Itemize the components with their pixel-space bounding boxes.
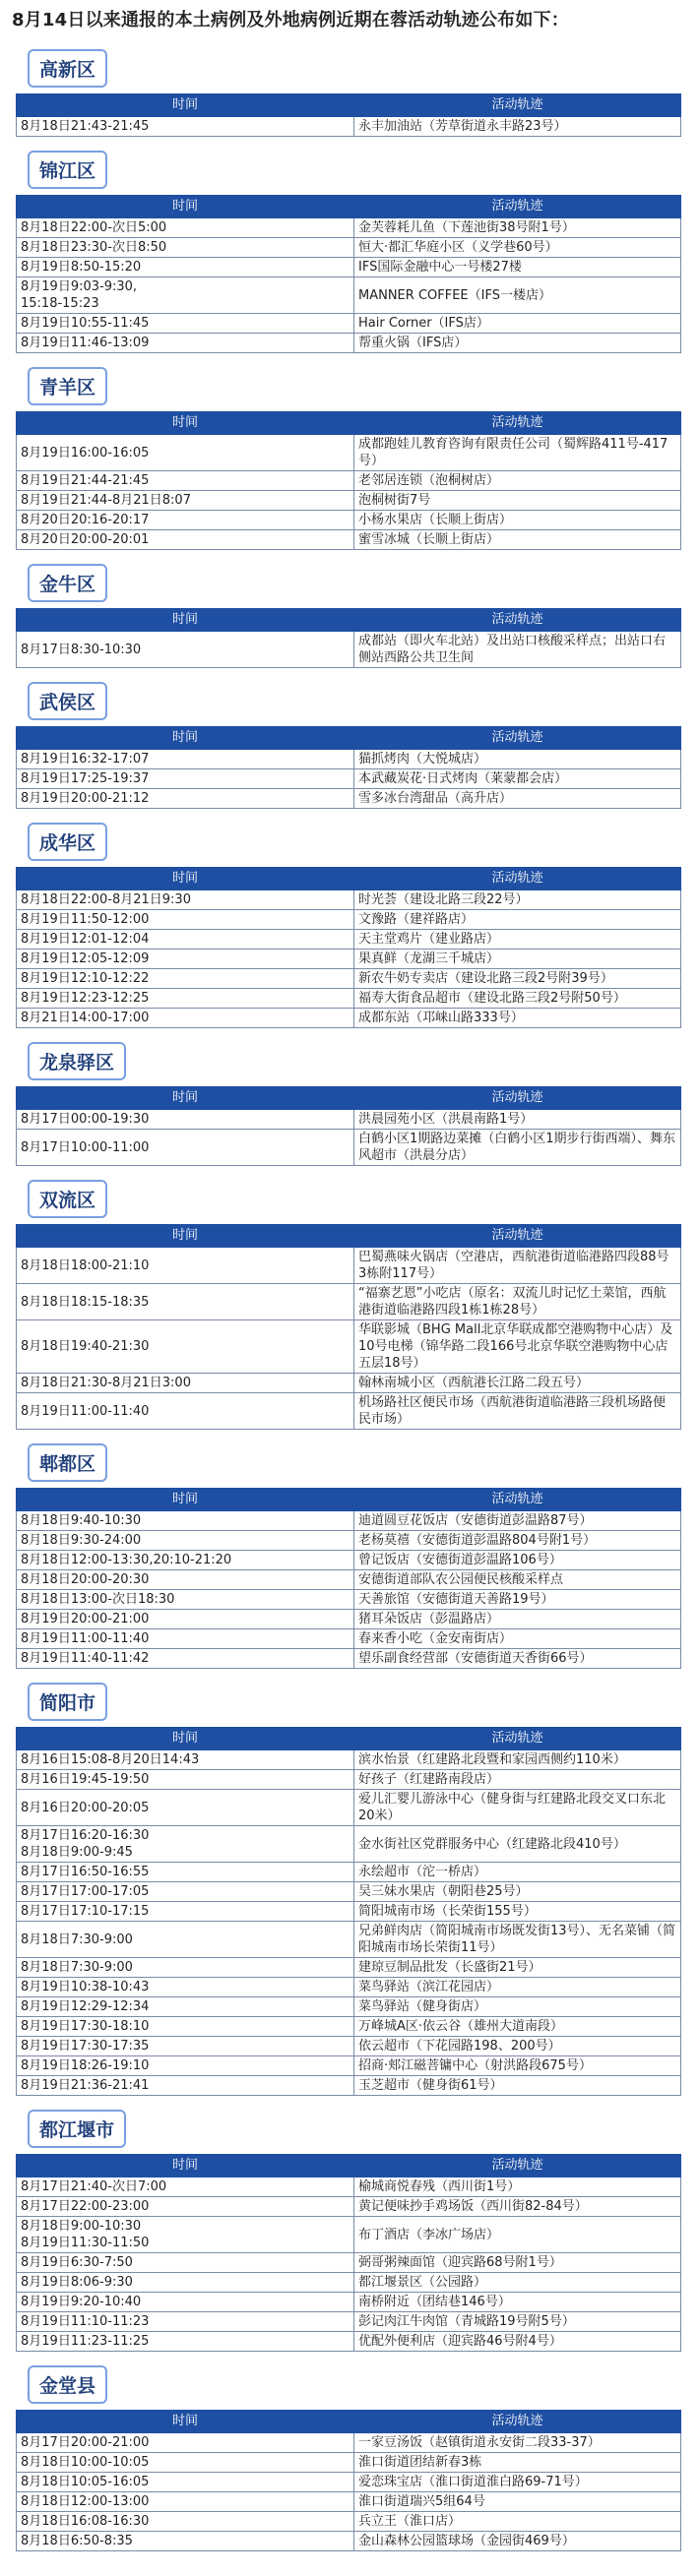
time-cell: 8月19日17:30-17:35: [17, 2037, 354, 2056]
time-cell: 8月19日17:25-19:37: [17, 769, 354, 789]
table-row: [17, 511, 681, 530]
time-cell: 8月19日12:10-12:22: [17, 969, 354, 989]
time-cell: 8月17日00:00-19:30: [17, 1110, 354, 1130]
time-cell: 8月17日8:30-10:30: [17, 632, 354, 668]
time-cell: 8月18日16:08-16:30: [17, 2512, 354, 2532]
district-section: [16, 2096, 681, 2352]
table-row: [17, 1902, 681, 1922]
track-cell: 雪多冰台湾甜品（高升店）: [354, 789, 681, 809]
table-row: [17, 334, 681, 353]
district-section: [16, 1430, 681, 1669]
track-cell: 老杨莫禧（安德街道彭温路804号附1号）: [354, 1531, 681, 1551]
column-header-time: 时间: [17, 94, 354, 117]
time-cell: 8月19日17:30-18:10: [17, 2017, 354, 2037]
column-header-track: 活动轨迹: [354, 94, 681, 117]
track-cell: 永丰加油站（芳草街道永丰路23号）: [354, 117, 681, 137]
table-row: [17, 1610, 681, 1629]
track-cell: 时光荟（建设北路三段22号）: [354, 890, 681, 910]
time-cell: 8月17日20:00-21:00: [17, 2433, 354, 2453]
time-cell: 8月18日9:40-10:30: [17, 1511, 354, 1531]
time-cell: 8月19日9:03-9:30, 15:18-15:23: [17, 277, 354, 314]
track-cell: 榆城商悦春残（西川街1号）: [354, 2177, 681, 2197]
track-cell: 淮口街道瑞兴5组64号: [354, 2492, 681, 2512]
track-table: [16, 1727, 681, 2096]
time-cell: 8月18日12:00-13:30,20:10-21:20: [17, 1551, 354, 1570]
table-row: [17, 491, 681, 511]
column-header-track: 活动轨迹: [354, 868, 681, 890]
track-table: [16, 726, 681, 809]
district-label: 都江堰市: [28, 2110, 126, 2148]
track-cell: 金山森林公园篮球场（金园街469号）: [354, 2532, 681, 2551]
time-cell: 8月17日17:10-17:15: [17, 1902, 354, 1922]
track-table: [16, 608, 681, 668]
time-cell: 8月19日16:32-17:07: [17, 750, 354, 769]
table-row: [17, 1629, 681, 1649]
track-cell: “福寨艺恩”小吃店（原名：双流儿时记忆土菜馆，西航港街道临港路四段1栋1栋28号）: [354, 1284, 681, 1320]
track-cell: 猪耳朵饭店（彭温路店）: [354, 1610, 681, 1629]
district-label: 郫都区: [28, 1443, 107, 1482]
district-section: [16, 668, 681, 809]
time-cell: 8月19日10:38-10:43: [17, 1978, 354, 1997]
time-cell: 8月20日20:16-20:17: [17, 511, 354, 530]
track-cell: 老邻居连锁（泡桐树店）: [354, 471, 681, 491]
table-row: [17, 277, 681, 314]
time-cell: 8月19日12:01-12:04: [17, 930, 354, 950]
track-cell: 泡桐树街7号: [354, 491, 681, 511]
table-row: [17, 989, 681, 1009]
track-cell: 滨水怡景（红建路北段暨和家园西侧约110米）: [354, 1750, 681, 1770]
table-row: [17, 1009, 681, 1028]
time-cell: 8月19日21:36-21:41: [17, 2076, 354, 2096]
time-cell: 8月19日12:29-12:34: [17, 1997, 354, 2017]
table-row: [17, 1570, 681, 1590]
table-row: [17, 2056, 681, 2076]
time-cell: 8月17日21:40-次日7:00: [17, 2177, 354, 2197]
table-row: [17, 2293, 681, 2312]
column-header-time: 时间: [17, 2155, 354, 2177]
time-cell: 8月19日8:06-9:30: [17, 2273, 354, 2293]
track-cell: 成都跑娃儿教育咨询有限责任公司（蜀辉路411号-417号）: [354, 435, 681, 471]
time-cell: 8月19日11:50-12:00: [17, 910, 354, 930]
track-cell: 淮口街道团结新春3栋: [354, 2453, 681, 2473]
track-table: [16, 1086, 681, 1166]
table-row: [17, 1284, 681, 1320]
track-cell: 安德街道部队农公园便民核酸采样点: [354, 1570, 681, 1590]
table-row: [17, 2273, 681, 2293]
track-table: [16, 411, 681, 550]
track-cell: 布丁酒店（李冰广场店）: [354, 2217, 681, 2253]
track-cell: 成都东站（邛崃山路333号）: [354, 1009, 681, 1028]
column-header-time: 时间: [17, 1728, 354, 1750]
table-row: [17, 1882, 681, 1902]
table-row: [17, 2332, 681, 2352]
column-header-track: 活动轨迹: [354, 609, 681, 632]
table-row: [17, 2253, 681, 2273]
district-section: [16, 35, 681, 137]
district-label: 成华区: [28, 823, 107, 861]
table-row: [17, 435, 681, 471]
track-cell: 爱恋珠宝店（淮口街道淮白路69-71号）: [354, 2473, 681, 2492]
district-list: [0, 35, 700, 2551]
track-cell: 兵立王（淮口店）: [354, 2512, 681, 2532]
track-cell: 金芙蓉耗儿鱼（下莲池街38号附1号）: [354, 218, 681, 238]
table-row: [17, 910, 681, 930]
table-row: [17, 1511, 681, 1531]
time-cell: 8月19日11:40-11:42: [17, 1649, 354, 1669]
table-row: [17, 890, 681, 910]
district-section: [16, 1166, 681, 1430]
track-cell: Hair Corner（IFS店）: [354, 314, 681, 334]
column-header-time: 时间: [17, 727, 354, 750]
track-cell: 春来香小吃（金安南街店）: [354, 1629, 681, 1649]
track-cell: 优配外便利店（迎宾路46号附4号）: [354, 2332, 681, 2352]
time-cell: 8月19日11:23-11:25: [17, 2332, 354, 2352]
track-cell: 本武藏炭花·日式烤肉（莱蒙都会店）: [354, 769, 681, 789]
column-header-track: 活动轨迹: [354, 2411, 681, 2433]
table-row: [17, 2177, 681, 2197]
time-cell: 8月19日12:23-12:25: [17, 989, 354, 1009]
table-row: [17, 1958, 681, 1978]
column-header-track: 活动轨迹: [354, 196, 681, 218]
column-header-track: 活动轨迹: [354, 412, 681, 435]
track-cell: 福寿大街食品超市（建设北路三段2号附50号）: [354, 989, 681, 1009]
column-header-track: 活动轨迹: [354, 1087, 681, 1110]
track-cell: 天善旅馆（安德街道天善路19号）: [354, 1590, 681, 1610]
track-cell: 巴蜀燕味火锅店（空港店，西航港街道临港路四段88号3栋附117号）: [354, 1248, 681, 1284]
table-row: [17, 218, 681, 238]
track-cell: 兄弟鲜肉店（简阳城南市场既发街13号）、无名菜铺（简阳城南市场长荣街11号）: [354, 1922, 681, 1958]
time-cell: 8月18日12:00-13:00: [17, 2492, 354, 2512]
time-cell: 8月16日19:45-19:50: [17, 1770, 354, 1790]
time-cell: 8月19日11:46-13:09: [17, 334, 354, 353]
table-row: [17, 2453, 681, 2473]
column-header-track: 活动轨迹: [354, 1728, 681, 1750]
table-row: [17, 2197, 681, 2217]
table-row: [17, 1590, 681, 1610]
track-cell: 吴三妹水果店（朝阳巷25号）: [354, 1882, 681, 1902]
table-row: [17, 2217, 681, 2253]
track-cell: 南桥附近（团结巷146号）: [354, 2293, 681, 2312]
time-cell: 8月18日9:00-10:30 8月19日11:30-11:50: [17, 2217, 354, 2253]
district-label: 锦江区: [28, 151, 107, 189]
district-label: 龙泉驿区: [28, 1042, 126, 1080]
district-label: 金牛区: [28, 564, 107, 602]
time-cell: 8月16日20:00-20:05: [17, 1790, 354, 1826]
column-header-time: 时间: [17, 1225, 354, 1248]
time-cell: 8月18日20:00-20:30: [17, 1570, 354, 1590]
time-cell: 8月19日11:10-11:23: [17, 2312, 354, 2332]
time-cell: 8月20日20:00-20:01: [17, 530, 354, 550]
track-cell: 蜜雪冰城（长顺上街店）: [354, 530, 681, 550]
table-row: [17, 750, 681, 769]
track-cell: 曾记饭店（安德街道彭温路106号）: [354, 1551, 681, 1570]
table-row: [17, 2433, 681, 2453]
time-cell: 8月19日16:00-16:05: [17, 435, 354, 471]
track-table: [16, 1224, 681, 1430]
track-table: [16, 2154, 681, 2352]
table-row: [17, 314, 681, 334]
table-row: [17, 471, 681, 491]
track-cell: 好孩子（红建路南段店）: [354, 1770, 681, 1790]
table-row: [17, 2512, 681, 2532]
table-row: [17, 632, 681, 668]
table-row: [17, 2312, 681, 2332]
time-cell: 8月19日11:00-11:40: [17, 1629, 354, 1649]
table-row: [17, 1997, 681, 2017]
district-section: [16, 1028, 681, 1166]
track-cell: 华联影城（BHG Mall北京华联成都空港购物中心店）及10号电梯（锦华路二段166号北京华联空港购物中心店五层18号）: [354, 1320, 681, 1374]
column-header-time: 时间: [17, 196, 354, 218]
time-cell: 8月17日17:00-17:05: [17, 1882, 354, 1902]
track-table: [16, 1488, 681, 1669]
time-cell: 8月18日22:00-8月21日9:30: [17, 890, 354, 910]
time-cell: 8月17日10:00-11:00: [17, 1130, 354, 1166]
column-header-time: 时间: [17, 1087, 354, 1110]
time-cell: 8月18日7:30-9:00: [17, 1922, 354, 1958]
district-section: [16, 353, 681, 550]
time-cell: 8月16日15:08-8月20日14:43: [17, 1750, 354, 1770]
district-section: [16, 809, 681, 1028]
table-row: [17, 1770, 681, 1790]
track-cell: 简阳城南市场（长荣街155号）: [354, 1902, 681, 1922]
time-cell: 8月18日9:30-24:00: [17, 1531, 354, 1551]
table-row: [17, 1110, 681, 1130]
time-cell: 8月19日18:26-19:10: [17, 2056, 354, 2076]
track-table: [16, 867, 681, 1028]
time-cell: 8月19日20:00-21:12: [17, 789, 354, 809]
track-cell: 金水街社区党群服务中心（红建路北段410号）: [354, 1826, 681, 1863]
district-section: [16, 550, 681, 668]
time-cell: 8月19日9:20-10:40: [17, 2293, 354, 2312]
column-header-track: 活动轨迹: [354, 1225, 681, 1248]
time-cell: 8月19日10:55-11:45: [17, 314, 354, 334]
table-row: [17, 117, 681, 137]
time-cell: 8月18日10:00-10:05: [17, 2453, 354, 2473]
table-row: [17, 258, 681, 277]
column-header-time: 时间: [17, 2411, 354, 2433]
track-cell: 永绘超市（沱一桥店）: [354, 1863, 681, 1882]
time-cell: 8月21日14:00-17:00: [17, 1009, 354, 1028]
table-row: [17, 1790, 681, 1826]
track-cell: 都江堰景区（公园路）: [354, 2273, 681, 2293]
table-row: [17, 769, 681, 789]
time-cell: 8月19日6:30-7:50: [17, 2253, 354, 2273]
time-cell: 8月18日21:43-21:45: [17, 117, 354, 137]
table-row: [17, 1374, 681, 1393]
page-title: 8月14日以来通报的本土病例及外地病例近期在蓉活动轨迹公布如下：: [12, 10, 569, 31]
time-cell: 8月18日18:15-18:35: [17, 1284, 354, 1320]
column-header-time: 时间: [17, 868, 354, 890]
track-cell: 望乐副食经营部（安德街道天香街66号）: [354, 1649, 681, 1669]
track-table: [16, 195, 681, 353]
column-header-time: 时间: [17, 412, 354, 435]
table-row: [17, 1393, 681, 1430]
track-cell: 新农牛奶专卖店（建设北路三段2号附39号）: [354, 969, 681, 989]
track-cell: 依云超市（下花园路198、200号）: [354, 2037, 681, 2056]
track-cell: 果真鲜（龙湖三千城店）: [354, 950, 681, 969]
column-header-track: 活动轨迹: [354, 1489, 681, 1511]
table-row: [17, 2492, 681, 2512]
column-header-time: 时间: [17, 609, 354, 632]
table-row: [17, 238, 681, 258]
track-cell: 彭记肉江牛肉馆（青城路19号附5号）: [354, 2312, 681, 2332]
table-row: [17, 930, 681, 950]
time-cell: 8月17日22:00-23:00: [17, 2197, 354, 2217]
track-cell: 文豫路（建祥路店）: [354, 910, 681, 930]
track-table: [16, 2410, 681, 2551]
track-cell: 帮重火锅（IFS店）: [354, 334, 681, 353]
track-cell: MANNER COFFEE（IFS一楼店）: [354, 277, 681, 314]
table-row: [17, 1649, 681, 1669]
track-cell: 弼哥粥辣面馆（迎宾路68号附1号）: [354, 2253, 681, 2273]
table-row: [17, 969, 681, 989]
table-row: [17, 1130, 681, 1166]
track-cell: 菜鸟驿站（滨江花园店）: [354, 1978, 681, 1997]
track-cell: 白鹤小区1期路边菜摊（白鹤小区1期步行街西端）、舞东风超市（洪晨分店）: [354, 1130, 681, 1166]
track-cell: 菜鸟驿站（健身街店）: [354, 1997, 681, 2017]
time-cell: 8月18日18:00-21:10: [17, 1248, 354, 1284]
table-row: [17, 1248, 681, 1284]
table-row: [17, 1750, 681, 1770]
district-label: 金堂县: [28, 2365, 107, 2404]
time-cell: 8月18日10:05-16:05: [17, 2473, 354, 2492]
track-cell: 玉芝超市（健身街61号）: [354, 2076, 681, 2096]
track-cell: 洪晨园苑小区（洪晨南路1号）: [354, 1110, 681, 1130]
time-cell: 8月19日8:50-15:20: [17, 258, 354, 277]
table-row: [17, 2473, 681, 2492]
time-cell: 8月18日22:00-次日5:00: [17, 218, 354, 238]
track-cell: 爱儿汇婴儿游泳中心（健身街与红建路北段交叉口东北20米）: [354, 1790, 681, 1826]
track-cell: 机场路社区便民市场（西航港街道临港路三段机场路便民市场）: [354, 1393, 681, 1430]
time-cell: 8月19日11:00-11:40: [17, 1393, 354, 1430]
district-label: 简阳市: [28, 1683, 107, 1721]
track-cell: 翰林南城小区（西航港长江路二段五号）: [354, 1374, 681, 1393]
time-cell: 8月18日21:30-8月21日3:00: [17, 1374, 354, 1393]
track-cell: 黄记便味抄手鸡场饭（西川街82-84号）: [354, 2197, 681, 2217]
time-cell: 8月18日13:00-次日18:30: [17, 1590, 354, 1610]
track-cell: 小杨水果店（长顺上街店）: [354, 511, 681, 530]
time-cell: 8月18日6:50-8:35: [17, 2532, 354, 2551]
column-header-track: 活动轨迹: [354, 2155, 681, 2177]
table-row: [17, 1551, 681, 1570]
table-row: [17, 1922, 681, 1958]
table-row: [17, 2532, 681, 2551]
track-cell: 招商·郏江磁菩镛中心（射洪路段675号）: [354, 2056, 681, 2076]
table-row: [17, 789, 681, 809]
time-cell: 8月18日19:40-21:30: [17, 1320, 354, 1374]
district-label: 青羊区: [28, 367, 107, 405]
track-cell: 猫抓烤肉（大悦城店）: [354, 750, 681, 769]
column-header-track: 活动轨迹: [354, 727, 681, 750]
district-section: [16, 2352, 681, 2551]
track-cell: 一家豆汤饭（赵镇街道永安街二段33-37）: [354, 2433, 681, 2453]
track-cell: 恒大·都汇华庭小区（义学巷60号）: [354, 238, 681, 258]
track-cell: IFS国际金融中心一号楼27楼: [354, 258, 681, 277]
table-row: [17, 2076, 681, 2096]
track-cell: 建琼豆制品批发（长盛街21号）: [354, 1958, 681, 1978]
table-row: [17, 1978, 681, 1997]
district-label: 双流区: [28, 1180, 107, 1218]
table-row: [17, 1320, 681, 1374]
time-cell: 8月19日12:05-12:09: [17, 950, 354, 969]
table-row: [17, 2017, 681, 2037]
track-cell: 迪道圆豆花饭店（安德街道彭温路87号）: [354, 1511, 681, 1531]
district-section: [16, 137, 681, 353]
time-cell: 8月17日16:50-16:55: [17, 1863, 354, 1882]
track-table: [16, 93, 681, 137]
table-row: [17, 950, 681, 969]
district-label: 武侯区: [28, 682, 107, 720]
track-cell: 成都站（即火车北站）及出站口核酸采样点；出站口右侧站西路公共卫生间: [354, 632, 681, 668]
time-cell: 8月17日16:20-16:30 8月18日9:00-9:45: [17, 1826, 354, 1863]
column-header-time: 时间: [17, 1489, 354, 1511]
track-cell: 万峰城A区·依云谷（雄州大道南段）: [354, 2017, 681, 2037]
table-row: [17, 530, 681, 550]
table-row: [17, 1863, 681, 1882]
district-label: 高新区: [28, 49, 107, 88]
time-cell: 8月19日21:44-8月21日8:07: [17, 491, 354, 511]
track-cell: 天主堂鸡片（建业路店）: [354, 930, 681, 950]
time-cell: 8月19日21:44-21:45: [17, 471, 354, 491]
district-section: [16, 1669, 681, 2096]
table-row: [17, 1531, 681, 1551]
time-cell: 8月19日20:00-21:00: [17, 1610, 354, 1629]
time-cell: 8月18日7:30-9:00: [17, 1958, 354, 1978]
time-cell: 8月18日23:30-次日8:50: [17, 238, 354, 258]
table-row: [17, 2037, 681, 2056]
table-row: [17, 1826, 681, 1863]
